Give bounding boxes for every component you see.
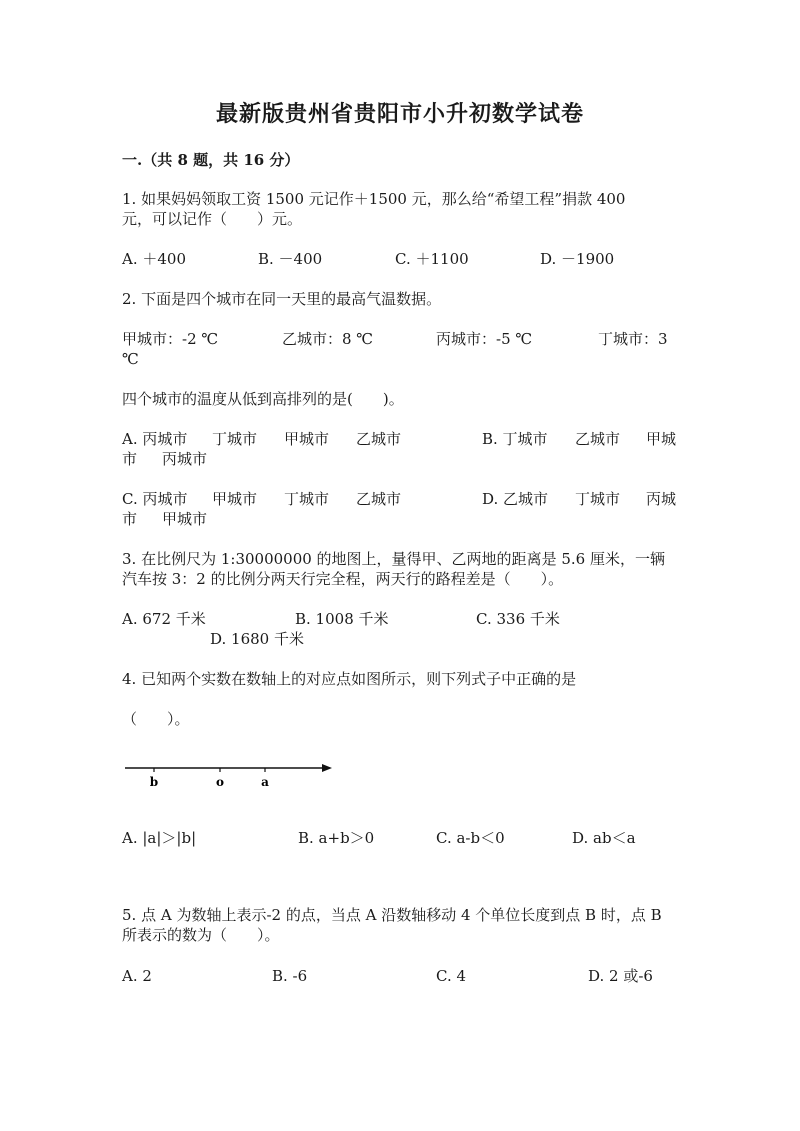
q2-option-a-item: 丁城市 (212, 430, 258, 448)
q1-option-c: C. ＋1100 (395, 250, 469, 268)
q5-option-d: D. 2 或-6 (588, 967, 653, 985)
q2-option-c-item: 乙城市 (356, 490, 402, 508)
q1-option-a: A. ＋400 (122, 250, 186, 268)
q3-option-b: B. 1008 千米 (295, 610, 389, 628)
q4-stem-line1: 4. 已知两个实数在数轴上的对应点如图所示，则下列式子中正确的是 (122, 670, 577, 688)
q2-option-c-item: 甲城市 (212, 490, 258, 508)
q2-option-a: A. 丙城市 (122, 430, 188, 448)
q4-option-d: D. ab＜a (572, 829, 636, 847)
q4-option-a: A. |a|＞|b| (122, 829, 197, 847)
q3-option-d: D. 1680 千米 (210, 630, 304, 648)
q5-option-a: A. 2 (122, 967, 152, 985)
q4-stem-line2: （ ）。 (122, 710, 190, 728)
q2-option-d-wrap: 市 (122, 510, 138, 528)
q2-option-b-item: 乙城市 (575, 430, 621, 448)
q1-stem-line1: 1. 如果妈妈领取工资 1500 元记作＋1500 元，那么给“希望工程”捐款 400 (122, 190, 626, 208)
number-line-figure (120, 760, 340, 800)
number-line-label-o: o (215, 775, 225, 789)
q3-option-a: A. 672 千米 (122, 610, 206, 628)
q2-option-b-wrap: 市 (122, 450, 138, 468)
q2-question: 四个城市的温度从低到高排列的是( )。 (122, 390, 404, 408)
page-title: 最新版贵州省贵阳市小升初数学试卷 (215, 101, 584, 127)
q3-stem-line2: 汽车按 3：2 的比例分两天行完全程，两天行的路程差是（ ）。 (122, 570, 564, 588)
q2-option-d-wrap: 甲城市 (162, 510, 208, 528)
section-heading: 一.（共 8 题，共 16 分） (122, 151, 300, 169)
q5-option-c: C. 4 (436, 967, 467, 985)
q2-option-c-item: 丁城市 (284, 490, 330, 508)
q1-option-b: B. －400 (258, 250, 323, 268)
q2-option-d: D. 乙城市 (482, 490, 549, 508)
q4-option-c: C. a-b＜0 (436, 829, 505, 847)
q2-option-b: B. 丁城市 (482, 430, 548, 448)
q2-option-d-item: 丙城 (646, 490, 677, 508)
q5-stem-line2: 所表示的数为（ ）。 (122, 926, 280, 944)
q2-option-a-item: 甲城市 (284, 430, 330, 448)
q2-city-jia: 甲城市：-2 ℃ (122, 330, 219, 348)
q5-stem-line1: 5. 点 A 为数轴上表示-2 的点，当点 A 沿数轴移动 4 个单位长度到点 B 时，点 B (122, 906, 662, 924)
q2-stem: 2. 下面是四个城市在同一天里的最高气温数据。 (122, 290, 442, 308)
q2-city-bing: 丙城市：-5 ℃ (436, 330, 533, 348)
q2-city-ding: 丁城市：3 (598, 330, 668, 348)
q1-stem-line2: 元，可以记作（ ）元。 (122, 210, 303, 228)
q2-option-b-item: 甲城 (646, 430, 677, 448)
q2-option-b-wrap: 丙城市 (162, 450, 208, 468)
q2-option-a-item: 乙城市 (356, 430, 402, 448)
q4-option-b: B. a+b＞0 (298, 829, 375, 847)
number-line-label-b: b (149, 775, 159, 789)
q3-stem-line1: 3. 在比例尺为 1:30000000 的地图上，量得甲、乙两地的距离是 5.6 厘米，一辆 (122, 550, 665, 568)
q2-option-d-item: 丁城市 (575, 490, 621, 508)
q5-option-b: B. -6 (272, 967, 308, 985)
q3-option-c: C. 336 千米 (476, 610, 560, 628)
number-line-arrow-icon (322, 764, 332, 772)
q2-city-ding-unit: ℃ (122, 350, 139, 368)
number-line-label-a: a (261, 775, 269, 789)
q2-option-c: C. 丙城市 (122, 490, 188, 508)
q1-option-d: D. －1900 (540, 250, 615, 268)
q2-city-yi: 乙城市：8 ℃ (282, 330, 374, 348)
